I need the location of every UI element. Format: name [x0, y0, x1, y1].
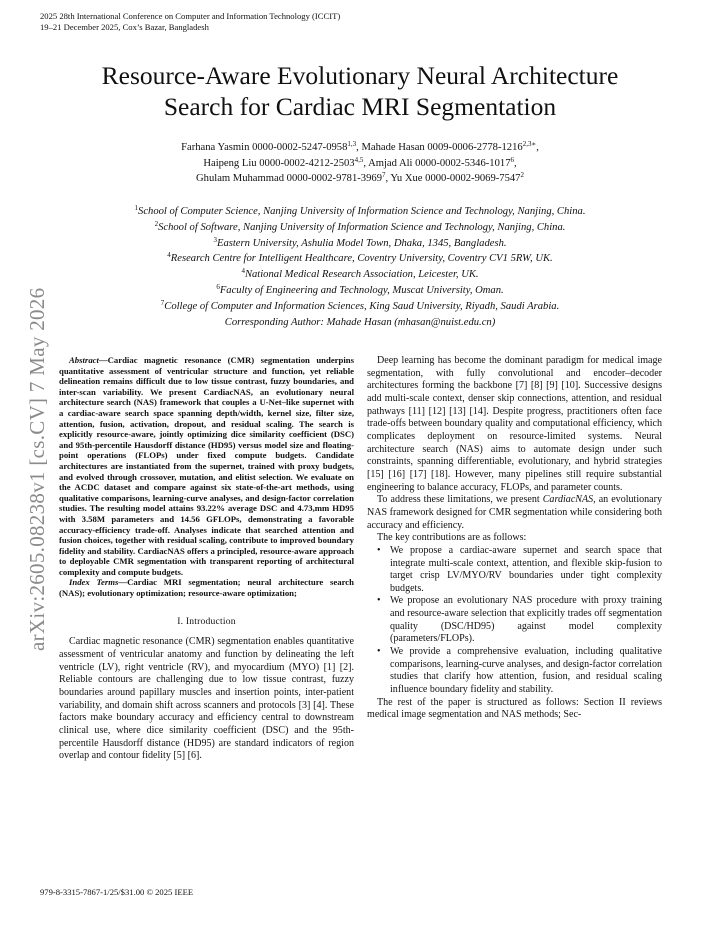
contributions-list	[367, 545, 662, 697]
author-affiliation-mark: 4,5	[354, 155, 364, 164]
affiliation-number: 1	[134, 204, 139, 212]
author-separator: ,	[385, 173, 391, 184]
affiliation-item	[40, 299, 680, 315]
author-affiliation-mark: 2,3∗	[522, 140, 537, 148]
author-name: Ghulam Muhammad	[196, 173, 284, 184]
author-name: Mahade Hasan	[361, 142, 425, 153]
author-affiliation-mark: 6	[510, 155, 514, 164]
affiliation-text: College of Computer and Information Sciences, King Saud University, Riyadh, Saudi Arabia.	[164, 300, 560, 312]
affiliation-item	[40, 267, 680, 283]
conference-header	[40, 11, 340, 33]
author-orcid[interactable]: 0000-0002-5346-1017	[415, 157, 511, 169]
abstract-text: —Cardiac magnetic resonance (CMR) segmentation underpins quantitative assessment of ventricular structure and function, yet reliable delineation remains difficult due to low tissue contrast, fuzzy boundaries, and inter-scan variability. We present CardiacNAS, an evolutionary neural architecture search (NAS) framework that couples a U-Net–like supernet with a cardiac-aware search space spanning depth/width, kernel size, filter size, attention, fusion, activation, dropout, and residual scaling. The search is explicitly resource-aware, jointly optimizing dice similarity coefficient (DSC) and 95th-percentile Hausdorff distance (HD95) versus model size and floating-point operations (FLOPs) under fixed compute budgets. Candidate architectures are instantiated from the supernet, trained with proxy budgets, and evolved through crossover, mutation, and elitist selection. We evaluate on the ACDC dataset and compare against six state-of-the-art methods, using qualitative comparisons, learning-curve analyses, and design-factor correlation studies. The resulting model attains 93.22% average DSC and 4.73,mm HD95 with 3.58M parameters and 14.56 GFLOPs, demonstrating a favorable accuracy-efficiency trade-off. Analyses indicate that searched attention and fusion choices, together with residual scaling, contribute to improved boundary fidelity and stability. CardiacNAS offers a principled, resource-aware approach to deployable CMR segmentation with transparent reporting of architectural complexity and compute budgets.	[59, 355, 354, 577]
author-separator: ,	[536, 142, 539, 153]
author-orcid[interactable]: 0000-0002-5247-0958	[252, 142, 348, 153]
affiliation-number: 6	[216, 282, 220, 291]
affiliation-item	[40, 220, 680, 236]
affiliation-item	[40, 236, 680, 252]
left-column	[59, 355, 354, 763]
affiliation-number: 4	[167, 251, 171, 260]
author-separator: ,	[356, 142, 362, 153]
index-terms-label: Index Terms	[69, 577, 119, 588]
affiliation-item	[40, 204, 680, 220]
author-affiliation-mark: 2	[520, 171, 524, 179]
intro-paragraph-2: Deep learning has become the dominant paradigm for medical image segmentation, with fully convolutional and encoder–decoder architectures forming the backbone [7] [8] [9] [10]. Successive designs add multi-scale context, denser skip connections, attention, and residual pathways [11] [12] [13] [14]. Despite progress, practitioners often face trade-offs between boundary quality and computational efficiency, which complicates deployment on resource-limited systems. Neural architecture search (NAS) aims to automate design under such constraints, spanning differentiable, evolutionary, and hybrid strategies [15] [16] [17] [18]. However, many pipelines still require substantial engineering to balance accuracy, FLOPs, and parameter counts.	[367, 355, 662, 493]
affiliation-text: School of Computer Science, Nanjing University of Information Science and Technology, Nanjing, China.	[138, 206, 586, 217]
affiliation-number: 4	[241, 267, 245, 276]
author-orcid[interactable]: 0000-0002-9781-3969	[286, 173, 382, 184]
abstract-label: Abstract	[69, 355, 99, 365]
author-name: Amjad Ali	[368, 157, 413, 169]
intro-paragraph-3-start: To address these limitations, we present	[377, 494, 543, 506]
affiliation-number: 2	[154, 219, 159, 228]
index-terms-text: —Cardiac MRI segmentation; neural architecture search (NAS); evolutionary optimization; resource-aware optimization;	[59, 577, 354, 599]
author-separator: ,	[514, 157, 517, 169]
affiliation-number: 7	[160, 298, 165, 307]
author-affiliation-mark: 7	[382, 171, 386, 179]
intro-paragraph-3	[367, 494, 662, 532]
title-line-2: Search for Cardiac MRI Segmentation	[163, 92, 557, 121]
conference-name: 2025 28th International Conference on Computer and Information Technology (ICCIT)	[40, 11, 341, 21]
right-column	[367, 355, 662, 722]
list-item: • We propose a cardiac-aware supernet and search space that integrate multi-scale context, attention, and flexible skip-fusion to target crisp LV/MYO/RV boundaries under tight complexity budgets.	[367, 545, 662, 596]
affiliation-item	[40, 283, 680, 299]
author-orcid[interactable]: 0000-0002-4212-2503	[259, 157, 355, 169]
framework-name: CardiacNAS	[542, 494, 594, 506]
conference-date-location: 19–21 December 2025, Cox’s Bazar, Bangladesh	[40, 22, 209, 32]
paper-title	[40, 60, 680, 122]
author-line-2	[40, 156, 680, 172]
section-heading-introduction: I. Introduction	[177, 615, 236, 627]
author-line-3	[40, 171, 680, 187]
copyright-footer: 979-8-3315-7867-1/25/$31.00 © 2025 IEEE	[40, 887, 194, 897]
affiliation-item	[40, 251, 680, 267]
author-line-1	[40, 140, 680, 156]
author-separator: ,	[363, 157, 369, 169]
index-terms	[59, 577, 354, 598]
author-affiliation-mark: 1,3	[347, 140, 357, 148]
author-list	[40, 140, 680, 187]
author-orcid[interactable]: 0009-0006-2778-1216	[427, 142, 523, 153]
intro-paragraph-1: Cardiac magnetic resonance (CMR) segmentation enables quantitative assessment of ventricular anatomy and function by delineating the left ventricle (LV), right ventricle (RV), and myocardium (MYO) [1] [2]. Reliable contours are challenging due to low tissue contrast, fuzzy boundaries around papillary muscles and insertion points, inter-patient variability, and domain shift across scanners and protocols [3] [4]. These factors make boundary accuracy and efficiency central to downstream clinical use, where dice similarity coefficient (DSC) and the 95th-percentile Hausdorff distance (HD95) are standard indicators of region overlap and contour fidelity [5] [6].	[59, 636, 354, 762]
author-name: Farhana Yasmin	[181, 142, 250, 153]
title-line-1: Resource-Aware Evolutionary Neural Architecture	[101, 61, 619, 90]
intro-paragraph-3-end: , an evolutionary NAS framework designed for CMR segmentation while considering both accuracy and efficiency.	[367, 494, 662, 531]
contributions-intro: The key contributions are as follows:	[377, 532, 527, 544]
affiliation-list	[40, 204, 680, 330]
affiliation-number: 3	[213, 235, 217, 244]
arxiv-stamp: arXiv:2605.08238v1 [cs.CV] 7 May 2026	[25, 287, 49, 651]
author-orcid[interactable]: 0000-0002-9069-7547	[425, 173, 521, 184]
list-item: • We propose an evolutionary NAS procedure with proxy training and resource-aware selection that explicitly trades off segmentation quality (DSC/HD95) against model complexity (parameters/FLOPs).	[367, 595, 662, 646]
abstract	[59, 355, 354, 577]
affiliation-text: Eastern University, Ashulia Model Town, Dhaka, 1345, Bangladesh.	[216, 237, 507, 249]
list-item: • We provide a comprehensive evaluation, including qualitative comparisons, learning-curve analyses, and design-factor correlation studies that clarify how attention, fusion, and residual scaling influence boundary fidelity and stability.	[367, 646, 662, 697]
author-name: Yu Xue	[390, 173, 423, 184]
affiliation-text: Faculty of Engineering and Technology, Muscat University, Oman.	[219, 284, 504, 296]
affiliation-text: School of Software, Nanjing University of Information Science and Technology, Nanjing, China.	[158, 221, 566, 233]
affiliation-text: Research Centre for Intelligent Healthcare, Coventry University, Coventry CV1 5RW, UK.	[170, 253, 553, 265]
corresponding-author: Corresponding Author: Mahade Hasan (mhasan@nuist.edu.cn)	[224, 316, 496, 328]
rest-of-paper-paragraph: The rest of the paper is structured as follows: Section II reviews medical image segmentation and NAS methods; Sec-	[367, 696, 662, 721]
affiliation-text: National Medical Research Association, Leicester, UK.	[244, 269, 479, 281]
author-name: Haipeng Liu	[203, 157, 257, 169]
